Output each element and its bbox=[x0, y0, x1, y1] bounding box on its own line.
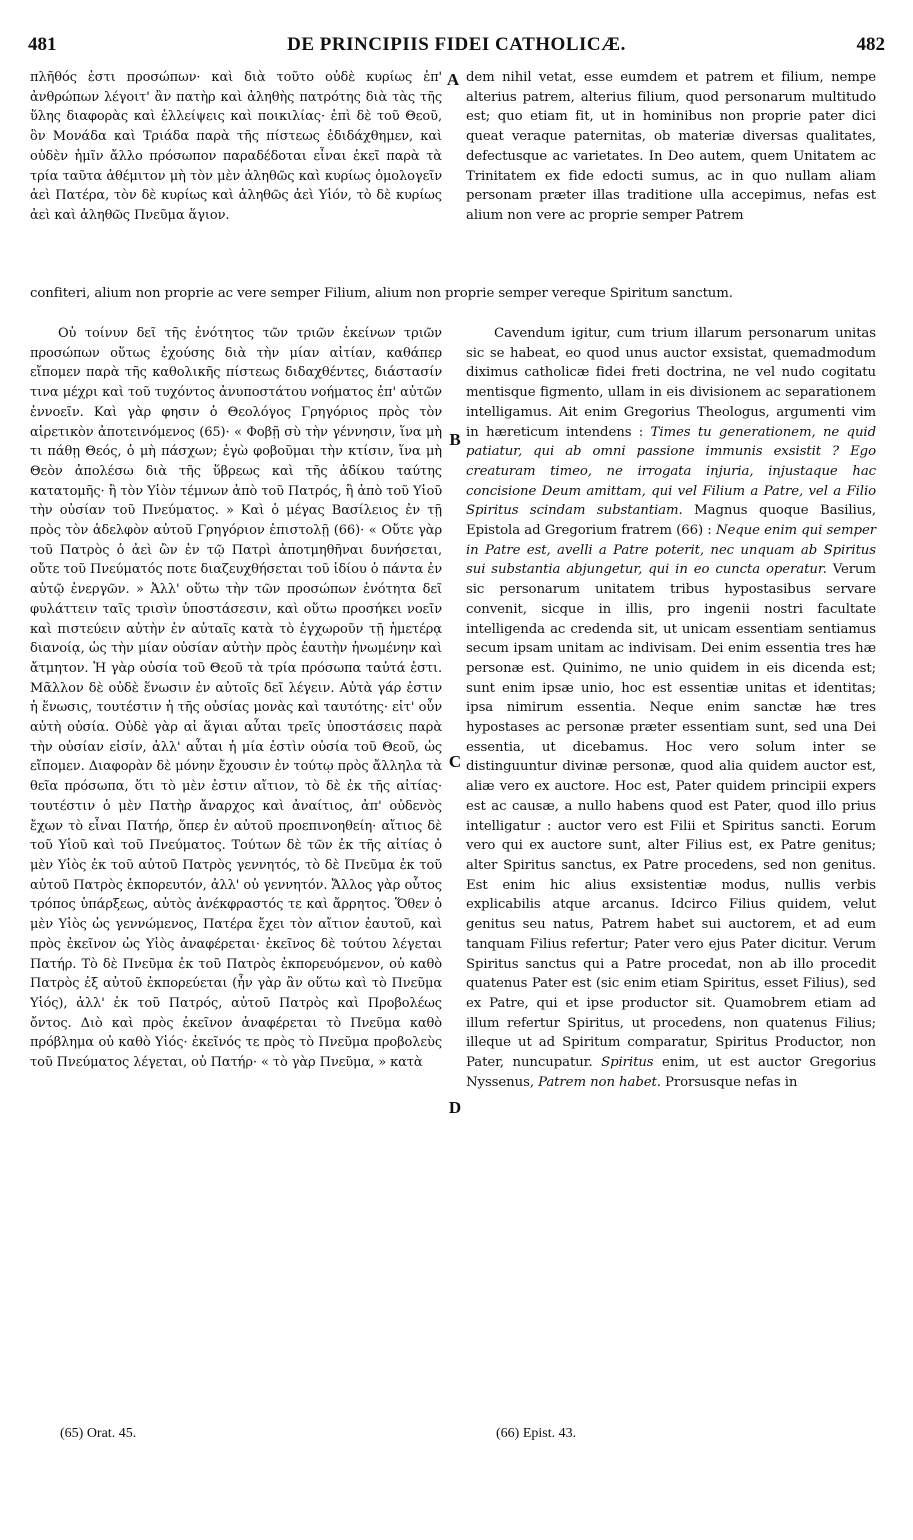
full-width-line bbox=[30, 284, 876, 304]
latin-paragraph: dem nihil vetat, esse eumdem et patrem et filium, nempe alterius patrem, alterius filium, quod personarum multitudo est; quo etiam fit, ut in hominibus non proprie pater dici queat veraque paternitas, ob materiæ diversas qualitates, defectusque ac varietates. In Deo autem, quem Unitatem ac Trinitatem ex fide edocti sumus, ac in quo nullam aliam personam præter illas traditione ulla accepimus, nefas est alium non vere ac proprie semper Patrem bbox=[466, 70, 876, 223]
latin-quote-patrem: Patrem non habet. bbox=[538, 1074, 661, 1090]
latin-text-4: enim, ut est auctor Gregorius Nyssenus, bbox=[466, 1055, 876, 1090]
latin-paragraph-main bbox=[466, 324, 876, 1092]
page-header bbox=[28, 34, 885, 60]
latin-quote-spiritus: Spiritus bbox=[601, 1055, 654, 1071]
margin-marker-c: C bbox=[448, 752, 462, 771]
latin-text-2: Magnus quoque Basilius, Epistola ad Gregorium fratrem (66) : bbox=[466, 503, 876, 539]
greek-paragraph-main: Οὐ τοίνυν δεῖ τῆς ἑνότητος τῶν τριῶν ἐκείνων τριῶν προσώπων οὕτως ἐχούσης διὰ τὴν μίαν αἰτίαν, καθάπερ εἴπομεν παρὰ τῆς καθολικῆς πίστεως διδαχθέντες, διάστασίν τινα μέχρι καὶ τοῦ τυχόντος ἀνυποστάτου νοήματος ἐπ' αὐτῶν ἐννοεῖν. Καὶ γὰρ φησιν ὁ Θεολόγος Γρηγόριος πρὸς τὸν αἱρετικὸν ἀποτεινόμενος (65)· « Φοβῇ σὺ τὴν γέννησιν, ἵνα μὴ τι πάθῃ Θεός, ὁ μὴ πάσχων; ἐγὼ φοβοῦμαι τὴν κτίσιν, ἵνα μὴ Θεὸν ἀπολέσω διὰ τῆς ὕβρεως καὶ τῆς ἀδίκου ταύτης κατατομῆς· ἢ τὸν Υἱὸν τέμνων ἀπὸ τοῦ Πατρός, ἢ ἀπὸ τοῦ Υἱοῦ τὴν οὐσίαν τοῦ Πνεύματος. » Καὶ ὁ μέγας Βασίλειος ἐν τῇ πρὸς τὸν ἀδελφὸν αὐτοῦ Γρηγόριον ἐπιστολῇ (66)· « Οὔτε γὰρ τοῦ Πατρὸς ὁ ἀεὶ ὢν ἐν τῷ Πατρὶ ἀποτμηθῆναι δυνήσεται, οὔτε τοῦ Πνεύματός ποτε διαζευχθήσεται τοῦ ἰδίου ὁ πάντα ἐν αὐτῷ ἐνεργῶν. » Ἀλλ' οὕτω τὴν τῶν προσώπων ἑνότητα δεῖ φυλάττειν ταῖς τρισὶν ὑποστάσεσιν, καὶ οὕτω προσήκει νοεῖν καὶ πιστεύειν αὐτὴν ἐν αὐταῖς κατὰ τὸ ἐγχωροῦν τῇ ἡμετέρᾳ διανοίᾳ, ὡς τὴν μίαν οὐσίαν αὐτὴν πρὸς ἑαυτὴν ἡνωμένην καὶ ἄτμητον. Ἡ γὰρ οὐσία τοῦ Θεοῦ τὰ τρία πρόσωπα ταὐτά ἐστι. Μᾶλλον δὲ οὐδὲ ἕνωσιν ἐν αὐτοῖς δεῖ λέγειν. Αὐτὰ γάρ ἐστιν ἡ ἕνωσις, τουτέστιν ἡ τῆς οὐσίας μονὰς καὶ ταυτότης· εἰτ' οὖν αὐτὴ οὐσία. Οὐδὲ γὰρ αἱ ἅγιαι αὗται τρεῖς ὑποστάσεις παρὰ τὴν οὐσίαν εἰσίν, ἀλλ' αὗται ἡ μία ἐστὶν οὐσία τοῦ Θεοῦ, ὡς εἴπομεν. Διαφορὰν δὲ μόνην ἔχουσιν ἐν τούτῳ πρὸς ἄλληλα τὰ θεῖα πρόσωπα, ὅτι τὸ μὲν ἐστιν αἴτιον, τὸ δὲ ἐκ τῆς αἰτίας· τουτέστιν ὁ μὲν Πατὴρ ἄναρχος καὶ ἀναίτιος, ἀπ' οὐδενὸς ἔχων τὸ εἶναι Πατήρ, ὅπερ ἐν αὐτοῦ προεπινοηθείη· αἴτιος δὲ τοῦ Υἱοῦ καὶ τοῦ Πνεύματος. Τούτων δὲ τῶν ἐκ τῆς αἰτίας ὁ μὲν Υἱὸς ἐκ τοῦ αὐτοῦ Πατρὸς γεννητός, τὸ δὲ Πνεῦμα ἐκ τοῦ αὐτοῦ Πατρὸς ἐκπορευτόν, ἀλλ' οὐ γεννητόν. Ἄλλος γὰρ οὗτος τρόπος ὑπάρξεως, αὐτὸς ἀνέκφραστός τε καὶ ἄρρητος. Ὅθεν ὁ μὲν Υἱὸς ὡς γεννώμενος, Πατέρα ἔχει τὸν αἴτιον ἑαυτοῦ, καὶ πρὸς ἐκεῖνον ὡς Υἱὸς ἀναφέρεται· ἐκεῖνος δὲ τούτου λέγεται Πατήρ. Τὸ δὲ Πνεῦμα ἐκ τοῦ Πατρὸς ἐκπορευόμενον, οὐ καθὸ Πατρὸς ἐξ αὐτοῦ ἐκπορεύεται (ἦν γὰρ ἂν οὕτω καὶ τὸ Πνεῦμα Υἱός), ἀλλ' ἐκ τοῦ Πατρός, αὐτοῦ Πατρὸς καὶ Προβολέως ὄντος. Διὸ καὶ πρὸς ἐκεῖνον ἀναφέρεται τὸ Πνεῦμα καθὸ πρόβλημα οὐ καθὸ Υἱός· ἐκεῖνός τε πρὸς τὸ Πνεῦμα προβολεὺς τοῦ Πνεύματος λέγεται, οὐ Πατήρ· « τὸ γὰρ Πνεῦμα, » κατὰ bbox=[30, 326, 442, 1071]
latin-column-main bbox=[466, 324, 876, 1092]
margin-marker-a: A bbox=[446, 70, 460, 89]
footnote-66: (66) Epist. 43. bbox=[496, 1426, 577, 1441]
page-number-left: 481 bbox=[28, 34, 57, 55]
latin-column-top bbox=[466, 68, 876, 226]
latin-text-3: Verum sic personarum unitatem tribus hypostasibus servare convenit, sicque in illis, pro ingenii nostri facultate intelligenda ac credenda sit, ut unicam essentiam sentiamus secum ipsam unitam ac indivisam. Dei enim essentia tres hæ personæ est. Quinimo, ne unio quidem in eis dicenda est; sunt enim ipsæ unio, hoc est essentiæ unitas et identitas; ipsa nimirum essentia. Neque enim sanctæ hæ tres hypostases ac personæ præter essentiam sunt, sed una Dei essentia, ut dicebamus. Hoc vero solum inter se distinguuntur divinæ personæ, quod alia quidem auctor est, aliæ vero ex auctore. Hoc est, Pater quidem principii expers est ac causæ, a nullo habens quod est Pater, quod illo prius intelligatur : auctor vero est Filii et Spiritus sancti. Eorum vero qui ex auctore sunt, alter Filius est, ex Patre genitus; alter Spiritus sanctus, ex Patre procedens, sed non genitus. Est enim hic alius exsistentiæ modus, nullis verbis explicabilis atque arcanus. Idcirco Filius quidem, velut genitus seu natus, Patrem habet sui auctorem, et ad eum tanquam Filius refertur; Pater vero ejus Pater dicitur. Verum Spiritus sanctus qui a Patre procedat, non ab illo procedit quatenus Pater est (sic enim etiam Spiritus, esset Filius), sed ex Patre, qui et ipse productor sit. Quamobrem etiam ad illum refertur Spiritus, ut procedens, non quatenus Filius; illeque ut ad Spiritum comparatur, Spiritus Productor, non Pater, nuncupatur. bbox=[466, 562, 876, 1071]
page-number-right: 482 bbox=[856, 34, 885, 55]
latin-text-1: Cavendum igitur, cum trium illarum personarum unitas sic se habeat, eo quod unus auctor exsistat, quemadmodum diximus catholicæ fidei freti doctrina, ne vel nudo cogitatu mentisque figmento, ullam in eis divisionem ac separationem intelligamus. Ait enim Gregorius Theologus, argumenti vim in hæreticum intendens : bbox=[466, 326, 876, 440]
greek-paragraph: πλῆθός ἐστι προσώπων· καὶ διὰ τοῦτο οὐδὲ κυρίως ἐπ' ἀνθρώπων λέγοιτ' ἂν πατὴρ καὶ ἀληθὴς πατρότης διὰ τὰς τῆς ὕλης διαφορὰς καὶ ἐλλείψεις καὶ ποικιλίας· ἐπὶ δὲ τοῦ Θεοῦ, ὃν Μονάδα καὶ Τριάδα παρὰ τῆς πίστεως ἐδιδάχθημεν, καὶ οὐδὲν ἡμῖν ἄλλο πρόσωπον παραδέδοται εἶναι ἐκεῖ παρὰ τὰ τρία ταῦτα ἀθέμιτον μὴ τὸν μὲν ἀληθῶς καὶ κυρίως ὁμολογεῖν ἀεὶ Πατέρα, τὸν δὲ κυρίως καὶ ἀληθῶς ἀεὶ Υἱόν, τὸ δὲ κυρίως ἀεὶ καὶ ἀληθῶς Πνεῦμα ἅγιον. bbox=[30, 70, 442, 223]
margin-marker-d: D bbox=[448, 1098, 462, 1117]
footnote-65: (65) Orat. 45. bbox=[60, 1426, 137, 1441]
latin-text-5: Prorsusque nefas in bbox=[665, 1074, 798, 1090]
margin-marker-b: B bbox=[449, 430, 461, 449]
running-title: DE PRINCIPIIS FIDEI CATHOLICÆ. bbox=[287, 34, 626, 55]
latin-continuation: confiteri, alium non proprie ac vere semper Filium, alium non proprie semper vereque Spiritum sanctum. bbox=[30, 286, 733, 301]
footnotes bbox=[60, 1426, 883, 1448]
latin-quote-basil: Neque enim qui semper in Patre est, avelli a Patre poterit, nec unquam ab Spiritus sui substantia abjungetur, qui in eo cuncta operatur. bbox=[466, 523, 876, 578]
greek-column-top bbox=[30, 68, 442, 226]
greek-column-main bbox=[30, 324, 442, 1073]
latin-quote-gregory: Times tu generationem, ne quid patiatur, qui ab omni passione immunis exsistit ? Ego creaturam timeo, ne irrogata injuria, injustaque hac concisione Deum amittam, qui vel Filium a Patre, vel a Filio Spiritus scindam substantiam. bbox=[466, 424, 876, 519]
